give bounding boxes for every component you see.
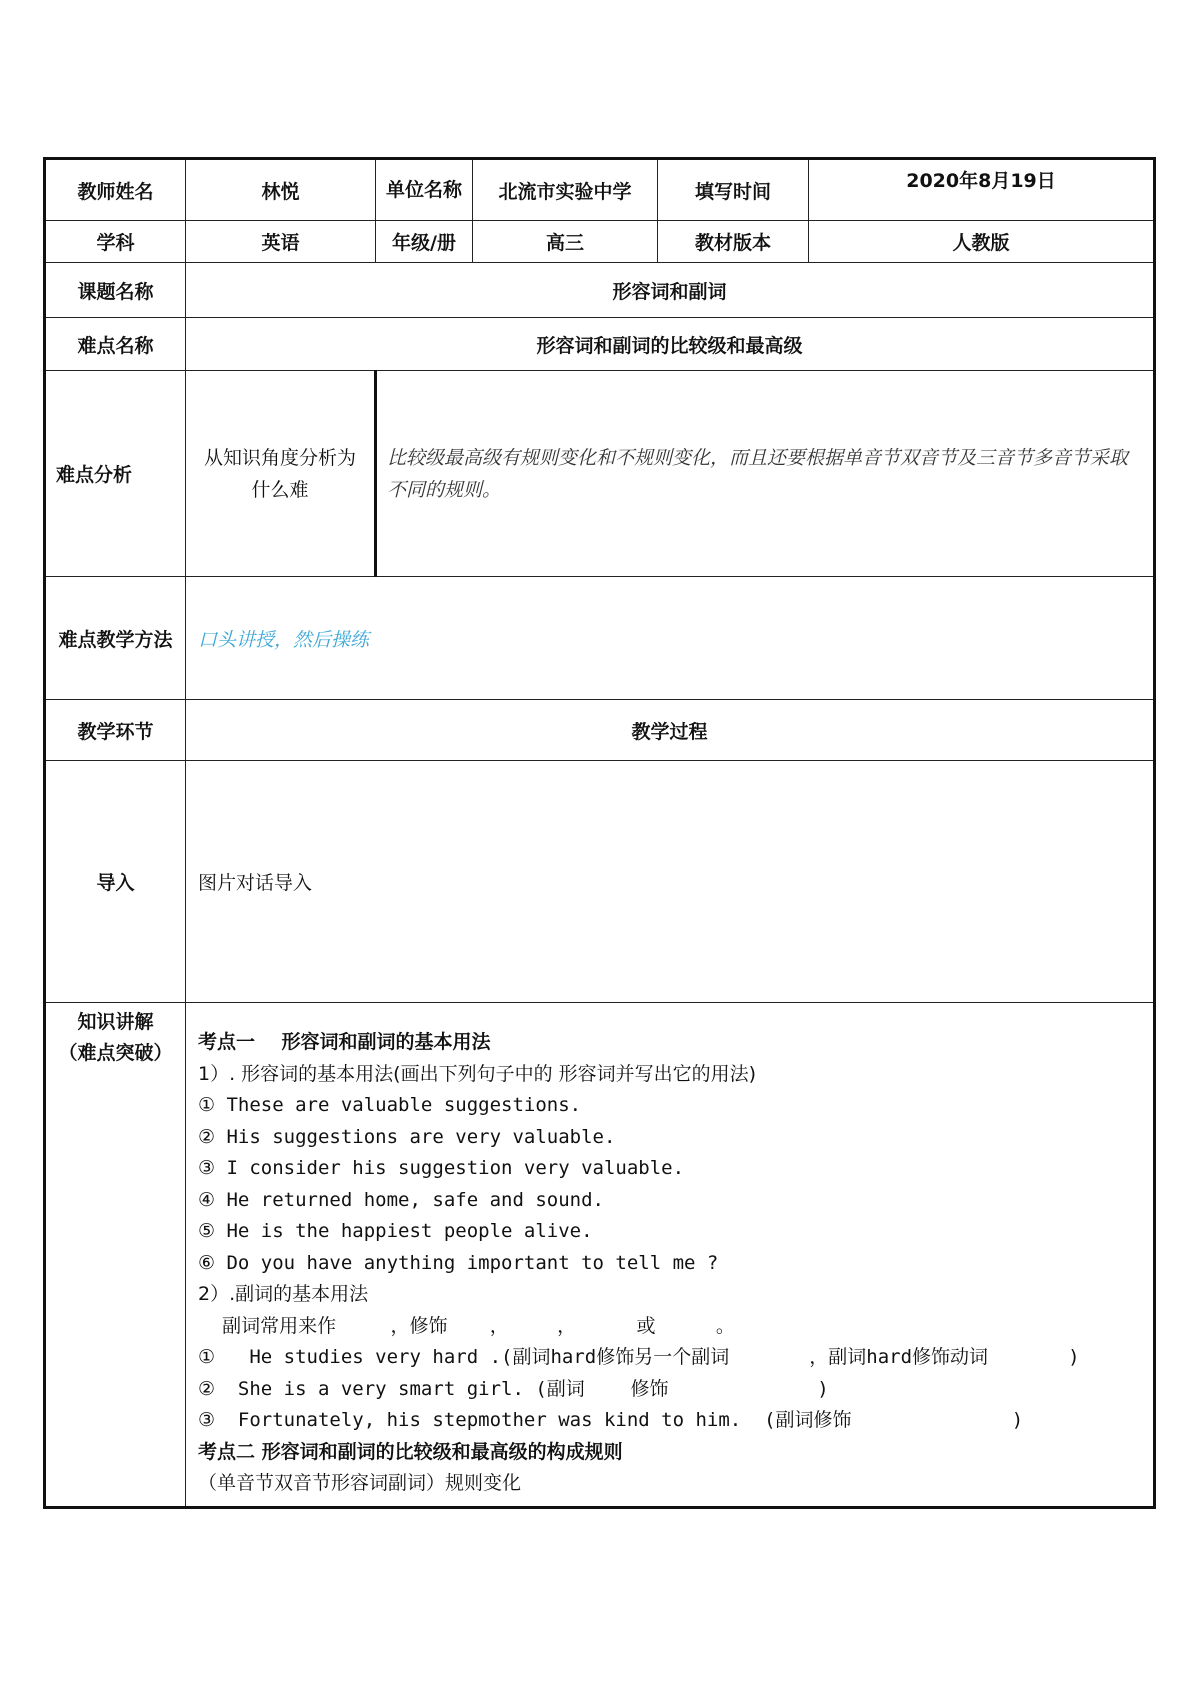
teacher-name: 林悦 [186, 159, 376, 221]
analysis-label: 难点分析 [45, 371, 186, 577]
adv-example: ① He studies very hard .(副词hard修饰另一个副词 ，副词hard修饰动词 ) [198, 1346, 1080, 1368]
method-label: 难点教学方法 [45, 577, 186, 700]
grade-label: 年级/册 [376, 221, 473, 263]
process-value: 教学过程 [186, 700, 1155, 761]
knowledge-label-line1: 知识讲解 [77, 1011, 154, 1033]
lesson-plan-table [43, 157, 1156, 1509]
unit-label: 单位名称 [376, 159, 473, 221]
teacher-label: 教师姓名 [45, 159, 186, 221]
adv-blank-line: 副词常用来作 ，修饰 ， ， 或 。 [198, 1314, 735, 1337]
analysis-text: 比较级最高级有规则变化和不规则变化，而且还要根据单音节双音节及三音节多音节采取不同的规则。 [376, 371, 1155, 577]
adj-example: ③ I consider his suggestion very valuable. [198, 1157, 685, 1179]
adv-example: ③ Fortunately, his stepmother was kind to him. (副词修饰 ) [198, 1409, 1024, 1431]
subject-label: 学科 [45, 221, 186, 263]
topic-value: 形容词和副词 [186, 263, 1155, 318]
adj-example: ⑤ He is the happiest people alive. [198, 1220, 593, 1242]
point2-subtitle: （单音节双音节形容词副词）规则变化 [198, 1472, 522, 1494]
adv-example: ② She is a very smart girl. (副词 修饰 ) [198, 1377, 829, 1400]
header-row-1 [45, 159, 1155, 221]
process-label: 教学环节 [45, 700, 186, 761]
adj-example: ② His suggestions are very valuable. [198, 1125, 616, 1148]
edition-label: 教材版本 [658, 221, 809, 263]
point1-title: 考点一 形容词和副词的基本用法 [198, 1031, 491, 1053]
date-value: 2020年8月19日 [809, 159, 1155, 221]
knowledge-label [45, 1003, 186, 1508]
adj-title: 1）. 形容词的基本用法(画出下列句子中的 形容词并写出它的用法) [198, 1062, 757, 1085]
knowledge-content [186, 1003, 1155, 1508]
difficulty-label: 难点名称 [45, 318, 186, 371]
analysis-sub-label: 从知识角度分析为什么难 [186, 371, 376, 577]
subject-value: 英语 [186, 221, 376, 263]
date-label: 填写时间 [658, 159, 809, 221]
method-row [45, 577, 1155, 700]
topic-row [45, 263, 1155, 318]
adj-example: ① These are valuable suggestions. [198, 1094, 582, 1116]
intro-row [45, 761, 1155, 1003]
intro-value: 图片对话导入 [186, 761, 1155, 1003]
point2-title: 考点二 形容词和副词的比较级和最高级的构成规则 [198, 1440, 623, 1463]
adv-title: 2）.副词的基本用法 [198, 1283, 369, 1305]
difficulty-value: 形容词和副词的比较级和最高级 [186, 318, 1155, 371]
knowledge-row [45, 1003, 1155, 1508]
process-row [45, 700, 1155, 761]
adj-example: ⑥ Do you have anything important to tell me ? [198, 1251, 719, 1274]
analysis-row [45, 371, 1155, 577]
header-row-2 [45, 221, 1155, 263]
adj-example: ④ He returned home, safe and sound. [198, 1188, 604, 1211]
method-value: 口头讲授，然后操练 [186, 577, 1155, 700]
knowledge-label-line2: （难点突破） [58, 1042, 173, 1064]
edition-value: 人教版 [809, 221, 1155, 263]
unit-name: 北流市实验中学 [473, 159, 658, 221]
grade-value: 高三 [473, 221, 658, 263]
difficulty-row [45, 318, 1155, 371]
intro-label: 导入 [45, 761, 186, 1003]
topic-label: 课题名称 [45, 263, 186, 318]
